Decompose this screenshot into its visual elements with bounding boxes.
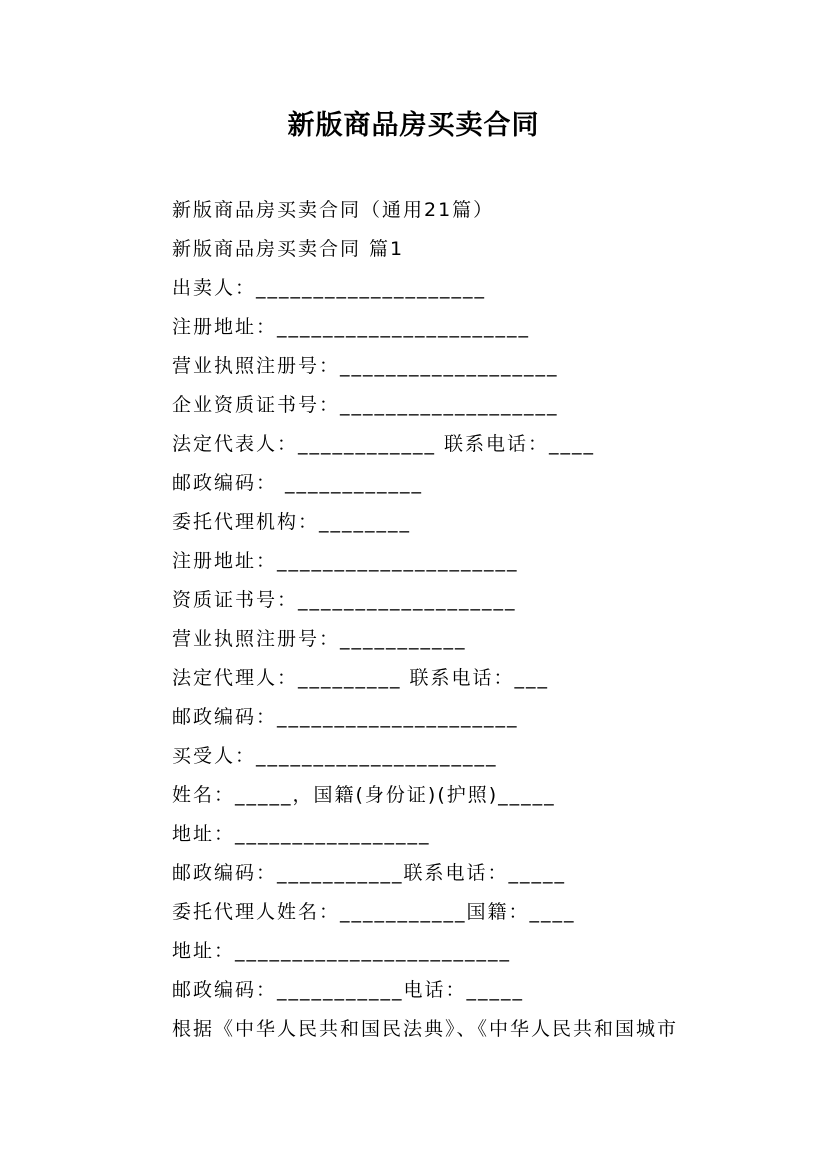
body-line-agency: 委托代理机构：________ [172, 511, 412, 533]
body-line-buyer-postcode: 邮政编码：___________联系电话：_____ [172, 862, 567, 884]
document-title: 新版商品房买卖合同 [287, 110, 540, 141]
body-line-seller: 出卖人：____________________ [172, 277, 487, 299]
body-line-buyer-agent-postcode: 邮政编码：___________电话：_____ [172, 979, 525, 1001]
body-line-seller-postcode: 邮政编码： ____________ [172, 472, 424, 494]
document-body [172, 196, 732, 1054]
body-line-seller-legal-rep: 法定代表人：____________ 联系电话：____ [172, 433, 596, 455]
body-line-agency-registered-address: 注册地址：_____________________ [172, 550, 519, 572]
body-line-series-title: 新版商品房买卖合同（通用21篇） [172, 199, 495, 221]
body-line-seller-qualification-cert: 企业资质证书号：___________________ [172, 394, 559, 416]
body-line-agency-legal-agent: 法定代理人：_________ 联系电话：___ [172, 667, 550, 689]
body-line-buyer-name: 姓名：_____，国籍(身份证)(护照)_____ [172, 784, 556, 806]
body-line-seller-registered-address: 注册地址：______________________ [172, 316, 531, 338]
body-line-seller-business-license: 营业执照注册号：___________________ [172, 355, 559, 377]
body-line-buyer-address: 地址：_________________ [172, 823, 431, 845]
body-line-agency-qualification-cert: 资质证书号：___________________ [172, 589, 517, 611]
body-line-buyer-agent-address: 地址：________________________ [172, 940, 512, 962]
body-line-buyer: 买受人：_____________________ [172, 745, 498, 767]
body-line-article-heading: 新版商品房买卖合同 篇1 [172, 238, 405, 260]
body-line-legal-basis: 根据《中华人民共和国民法典》、《中华人民共和国城市 [172, 1018, 679, 1040]
body-line-agency-postcode: 邮政编码：_____________________ [172, 706, 519, 728]
body-line-agency-business-license: 营业执照注册号：___________ [172, 628, 467, 650]
body-line-buyer-agent-name: 委托代理人姓名：___________国籍：____ [172, 901, 576, 923]
